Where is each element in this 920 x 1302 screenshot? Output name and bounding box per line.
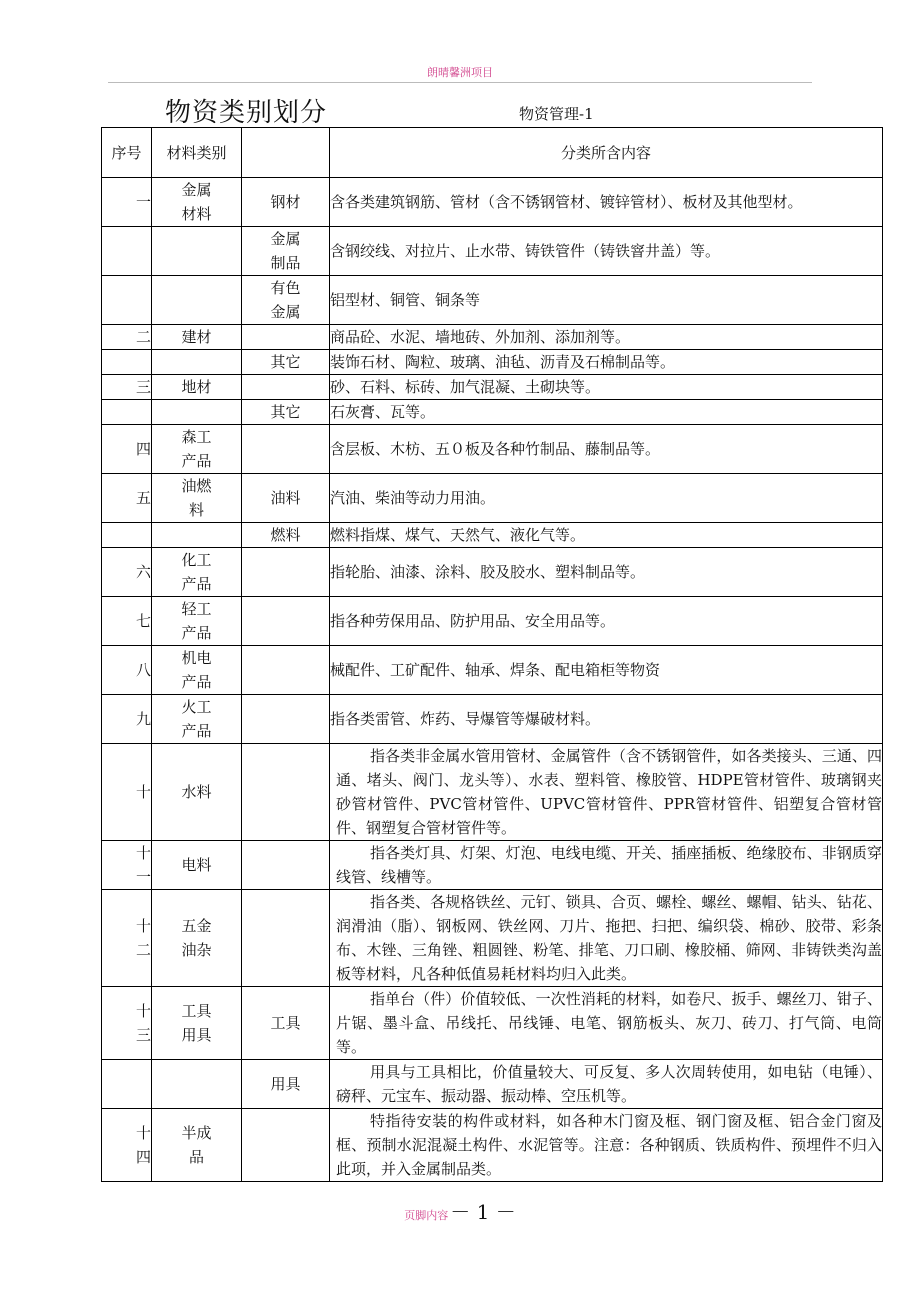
row-content: 装饰石材、陶粒、玻璃、油毡、沥青及石棉制品等。 [330,350,883,375]
table-row [102,987,883,1060]
table-row [102,325,883,350]
row-subcategory: 其它 [242,350,330,375]
row-subcategory: 用具 [242,1060,330,1109]
row-seq: 十 二 [102,890,152,987]
row-subcategory [242,425,330,474]
row-seq: 一 [102,178,152,227]
row-content: 商品砼、水泥、墙地砖、外加剂、添加剂等。 [330,325,883,350]
row-subcategory [242,744,330,841]
row-material: 森工 产品 [152,425,242,474]
row-material: 机电 产品 [152,646,242,695]
table-row [102,646,883,695]
row-seq [102,227,152,276]
row-material: 油燃 料 [152,474,242,523]
row-content: 指单台（件）价值较低、一次性消耗的材料，如卷尺、扳手、螺丝刀、钳子、片锯、墨斗盒、吊线托、吊线锤、电笔、钢筋板头、灰刀、砖刀、打气筒、电筒等。 [330,987,883,1060]
row-subcategory [242,325,330,350]
row-seq: 八 [102,646,152,695]
row-content: 砂、石料、标砖、加气混凝、土砌块等。 [330,375,883,400]
row-content: 含层板、木枋、五０板及各种竹制品、藤制品等。 [330,425,883,474]
table-row [102,1109,883,1182]
row-material: 建材 [152,325,242,350]
table-row [102,474,883,523]
row-content: 燃料指煤、煤气、天然气、液化气等。 [330,523,883,548]
table-row [102,350,883,375]
row-content: 指轮胎、油漆、涂料、胶及胶水、塑料制品等。 [330,548,883,597]
row-material: 工具 用具 [152,987,242,1060]
row-subcategory [242,841,330,890]
header-sub [242,128,330,178]
row-seq: 四 [102,425,152,474]
row-material: 水料 [152,744,242,841]
table-row [102,1060,883,1109]
row-subcategory: 有色 金属 [242,276,330,325]
table-row [102,523,883,548]
row-seq [102,1060,152,1109]
row-subcategory [242,890,330,987]
footer-label: 页脚内容 [404,1209,449,1222]
table-header-row [102,128,883,178]
row-seq: 三 [102,375,152,400]
row-subcategory: 其它 [242,400,330,425]
row-seq: 十 四 [102,1109,152,1182]
row-seq: 十 一 [102,841,152,890]
row-subcategory: 金属 制品 [242,227,330,276]
row-content: 含各类建筑钢筋、管材（含不锈钢管材、镀锌管材）、板材及其他型材。 [330,178,883,227]
row-content: 含钢绞线、对拉片、止水带、铸铁管件（铸铁窨井盖）等。 [330,227,883,276]
row-content: 指各类雷管、炸药、导爆管等爆破材料。 [330,695,883,744]
row-seq: 二 [102,325,152,350]
table-row [102,548,883,597]
table-row [102,744,883,841]
row-seq: 九 [102,695,152,744]
row-subcategory [242,646,330,695]
row-material: 半成 品 [152,1109,242,1182]
row-material: 地材 [152,375,242,400]
header-divider [108,82,812,83]
table-row [102,695,883,744]
table-row [102,227,883,276]
row-subcategory [242,375,330,400]
row-content: 汽油、柴油等动力用油。 [330,474,883,523]
row-seq: 十 [102,744,152,841]
row-content: 械配件、工矿配件、轴承、焊条、配电箱柜等物资 [330,646,883,695]
document-title: 物资类别划分 [165,98,328,128]
row-subcategory: 油料 [242,474,330,523]
row-seq: 五 [102,474,152,523]
header-material: 材料类别 [152,128,242,178]
row-material: 电料 [152,841,242,890]
row-material: 金属 材料 [152,178,242,227]
row-material [152,400,242,425]
row-material: 化工 产品 [152,548,242,597]
row-material [152,523,242,548]
row-content: 指各种劳保用品、防护用品、安全用品等。 [330,597,883,646]
row-subcategory [242,1109,330,1182]
row-subcategory [242,695,330,744]
row-seq: 七 [102,597,152,646]
row-seq [102,276,152,325]
row-material: 轻工 产品 [152,597,242,646]
page-header-text: 朗晴馨洲项目 [427,66,493,79]
header-content: 分类所含内容 [330,128,883,178]
table-row [102,400,883,425]
row-material [152,1060,242,1109]
row-content: 指各类非金属水管用管材、金属管件（含不锈钢管件，如各类接头、三通、四通、堵头、阀门、龙头等）、水表、塑料管、橡胶管、HDPE管材管件、玻璃钢夹砂管材管件、PVC管材管件、UPVC管材管件、PPR管材管件、铝塑复合管材管件、钢塑复合管材管件等。 [330,744,883,841]
row-subcategory: 钢材 [242,178,330,227]
row-seq: 十 三 [102,987,152,1060]
table-row [102,841,883,890]
material-category-table [101,127,883,1182]
row-subcategory [242,597,330,646]
header-seq: 序号 [102,128,152,178]
row-content: 铝型材、铜管、铜条等 [330,276,883,325]
row-subcategory: 燃料 [242,523,330,548]
row-seq [102,350,152,375]
row-content: 指各类灯具、灯架、灯泡、电线电缆、开关、插座插板、绝缘胶布、非钢质穿线管、线槽等。 [330,841,883,890]
row-material [152,227,242,276]
document-subtitle: 物资管理-1 [519,105,594,123]
row-material [152,276,242,325]
table-row [102,178,883,227]
row-material [152,350,242,375]
page-number: － 1 － [450,1200,516,1224]
row-content: 特指待安装的构件或材料，如各种木门窗及框、钢门窗及框、铝合金门窗及框、预制水泥混凝土构件、水泥管等。注意：各种钢质、铁质构件、预埋件不归入此项，并入金属制品类。 [330,1109,883,1182]
row-seq: 六 [102,548,152,597]
row-subcategory [242,548,330,597]
row-content: 石灰膏、瓦等。 [330,400,883,425]
table-row [102,276,883,325]
table-row [102,375,883,400]
table-row [102,890,883,987]
row-subcategory: 工具 [242,987,330,1060]
page-footer [0,1196,920,1225]
table-row [102,597,883,646]
row-content: 用具与工具相比，价值量较大、可反复、多人次周转使用，如电钻（电锤）、磅秤、元宝车、振动器、振动棒、空压机等。 [330,1060,883,1109]
row-seq [102,400,152,425]
row-material: 火工 产品 [152,695,242,744]
row-seq [102,523,152,548]
row-material: 五金 油杂 [152,890,242,987]
table-row [102,425,883,474]
row-content: 指各类、各规格铁丝、元钉、锁具、合页、螺栓、螺丝、螺帽、钻头、钻花、润滑油（脂）、钢板网、铁丝网、刀片、拖把、扫把、编织袋、棉砂、胶带、彩条布、木锉、三角锉、粗圆锉、粉笔、排笔、刀口刷、橡胶桶、筛网、非铸铁类沟盖板等材料，凡各种低值易耗材料均归入此类。 [330,890,883,987]
